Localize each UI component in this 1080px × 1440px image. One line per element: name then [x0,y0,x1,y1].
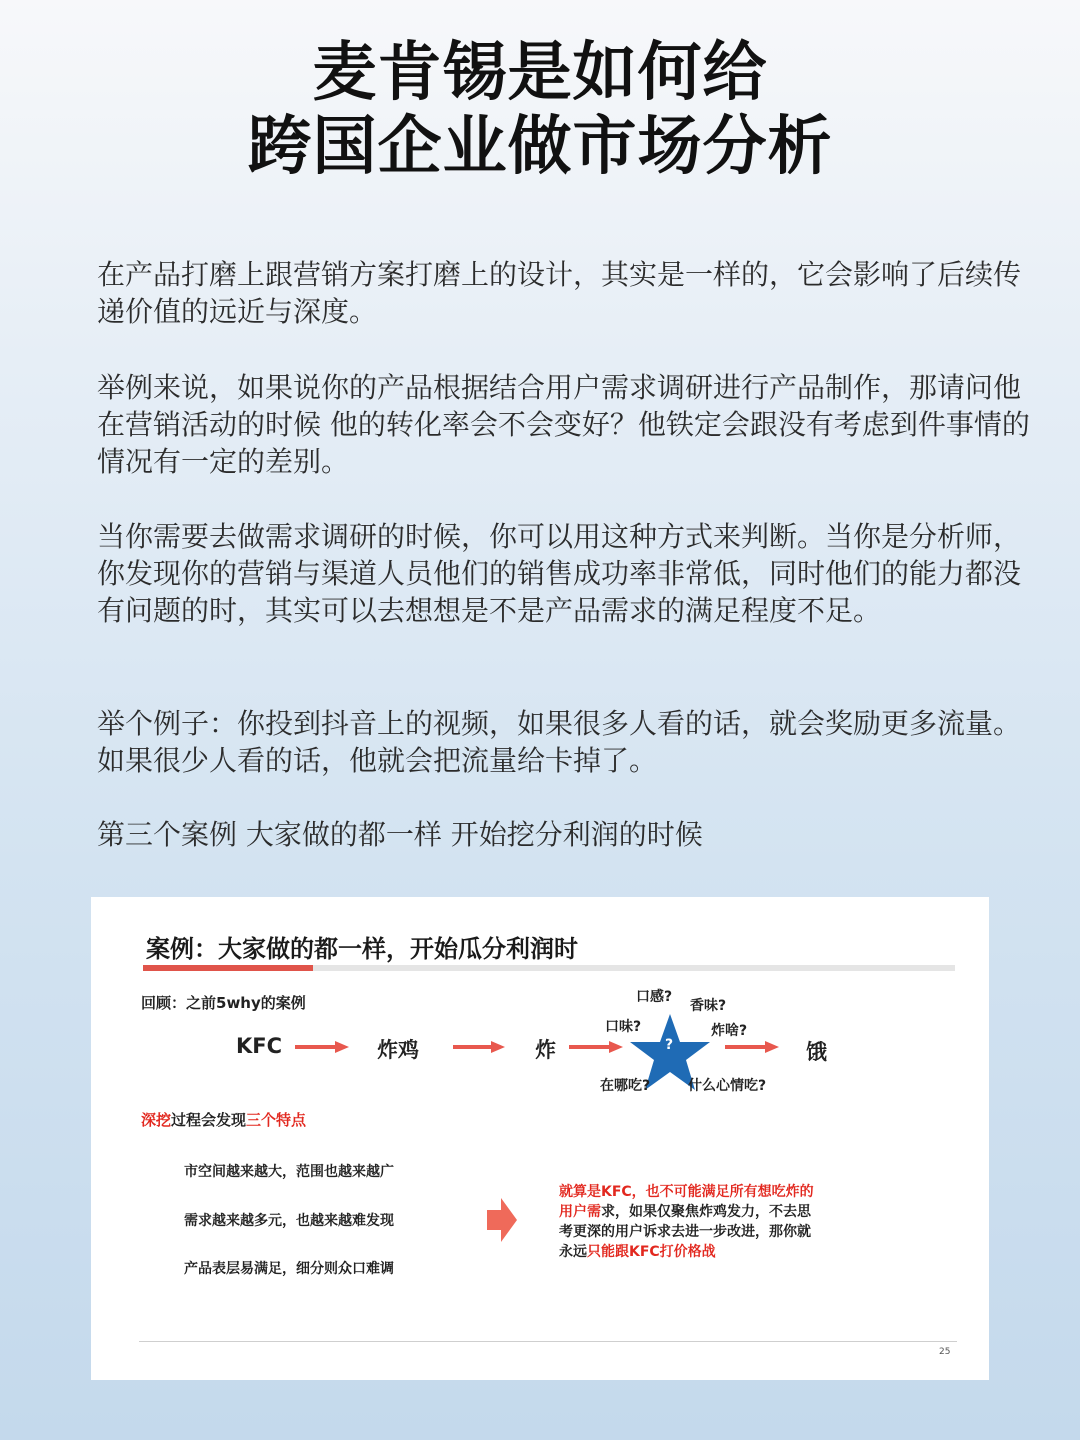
chain-fried-chicken: 炸鸡 [377,1038,419,1062]
big-arrow-right-icon [487,1198,517,1242]
chain-hungry: 饿 [806,1040,827,1064]
conclusion-line-4-red: 只能跟KFC打价格战 [587,1244,716,1260]
dig-label [141,1109,306,1130]
slide-image [91,897,989,1380]
page-title-line-1: 麦肯锡是如何给 [312,36,768,110]
paragraph-1: 在产品打磨上跟营销方案打磨上的设计，其实是一样的，它会影响了后续传递价值的远近与深度。 [97,258,1022,328]
arrow-right-icon [569,1039,623,1055]
paragraph-5: 第三个案例 大家做的都一样 开始挖分利润的时候 [97,818,703,851]
feature-item: 市空间越来越大，范围也越来越广 [184,1164,394,1180]
feature-item: 需求越来越多元，也越来越难发现 [184,1213,394,1229]
title-underline-accent [143,965,313,971]
dig-label-mid: 过程会发现 [171,1111,247,1129]
paragraph-4: 举个例子：你投到抖音上的视频，如果很多人看的话，就会奖励更多流量。如果很少人看的话，他就会把流量给卡掉了。 [97,707,1022,777]
conclusion-line-4-black: 永远 [559,1244,587,1260]
feature-item: 产品表层易满足，细分则众口难调 [184,1261,394,1277]
question-where: 在哪吃? [600,1078,651,1094]
chain-fry: 炸 [535,1038,556,1062]
paragraph-3: 当你需要去做需求调研的时候，你可以用这种方式来判断。当你是分析师， 你发现你的营销与渠道人员他们的销售成功率非常低，同时他们的能力都没有问题的时，其实可以去想想是不是产品需求的满足程度不足。 [97,520,1022,627]
question-texture: 口感? [636,989,673,1005]
conclusion-line-1: 就算是KFC，也不可能满足所有想吃炸的 [559,1184,814,1200]
chain-kfc: KFC [236,1034,283,1058]
arrow-right-icon [725,1039,779,1055]
arrow-right-icon [295,1039,349,1055]
conclusion-line-2-black: 求，如果仅聚焦炸鸡发力，不去思 [601,1204,811,1220]
conclusion-line-4 [559,1242,814,1262]
star-label: ? [665,1037,674,1053]
question-mood: 什么心情吃? [688,1078,767,1094]
slide-page-number: 25 [939,1347,951,1357]
paragraph-2: 举例来说，如果说你的产品根据结合用户需求调研进行产品制作，那请问他在营销活动的时候 他的转化率会不会变好？他铁定会跟没有考虑到件事情的情况有一定的差别。 [97,371,1030,478]
question-flavor: 口味? [605,1019,642,1035]
slide-title: 案例：大家做的都一样，开始瓜分利润时 [146,935,578,963]
slide-footer-line [139,1341,957,1342]
conclusion-block [559,1182,814,1262]
question-fry-what: 炸啥? [711,1023,748,1039]
arrow-right-icon [453,1039,505,1055]
review-label: 回顾：之前5why的案例 [141,994,306,1012]
dig-label-red: 深挖 [141,1111,172,1129]
page-title-line-2: 跨国企业做市场分析 [247,110,833,184]
conclusion-line-3: 考更深的用户诉求去进一步改进，那你就 [559,1224,811,1240]
conclusion-line-2 [559,1202,814,1222]
dig-label-red-2: 三个特点 [246,1111,307,1129]
conclusion-line-2-red: 用户需 [559,1204,601,1220]
question-aroma: 香味? [690,998,727,1014]
